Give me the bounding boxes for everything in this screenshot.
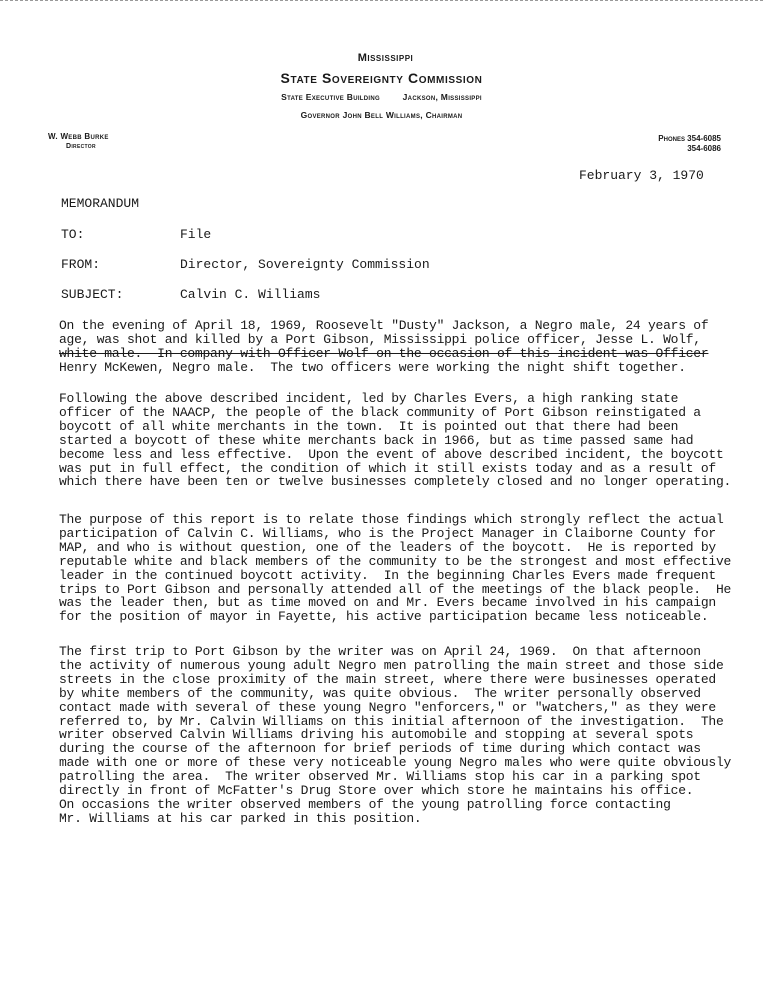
paragraph-line-struck: white male. In company with Officer Wolf on the occasion of this incident was Officer [59,345,709,361]
paragraph-line: boycott of all white merchants in the town. It is pointed out that there had been [59,418,679,434]
letterhead-building: State Executive Building [281,92,380,102]
director-name: W. Webb Burke [48,132,109,141]
paragraph-line: writer observed Calvin Williams driving his automobile and stopping at several spots [59,727,694,743]
paragraph-line: On the evening of April 18, 1969, Roosevelt "Dusty" Jackson, a Negro male, 24 years of [59,318,709,333]
phone-secondary: 354-6086 [687,144,721,153]
paragraph-line: The first trip to Port Gibson by the writer was on April 24, 1969. On that afternoon [59,644,701,659]
memo-date: February 3, 1970 [579,168,704,183]
letterhead-city: Jackson, Mississippi [402,92,482,102]
phone-primary: Phones 354-6085 [658,134,721,143]
paragraph-line: was the leader then, but as time moved on and Mr. Evers became involved in his campaign [59,595,716,611]
paragraph-line: age, was shot and killed by a Port Gibson, Mississippi police officer, Jesse L. Wolf, [59,331,701,347]
subject-value: Calvin C. Williams [180,287,321,302]
paragraph-line: reputable white and black members of the community to be the strongest and most effective [59,553,732,569]
phones-block [658,134,721,154]
memo-title: MEMORANDUM [61,196,140,211]
subject-label: SUBJECT: [61,287,124,302]
paragraph-line: become less and less effective. Upon the event of above described incident, the boycott [59,446,724,462]
paragraph-line: for the position of mayor in Fayette, his active participation became less noticeable. [59,609,709,625]
letterhead-chairman: Governor John Bell Williams, Chairman [300,110,463,120]
paragraph-line: patrolling the area. The writer observed Mr. Williams stop his car in a parking spot [59,769,701,785]
paragraph-1 [59,319,739,375]
paragraph-2 [59,392,739,489]
scan-edge [0,0,763,3]
to-label: TO: [61,227,85,242]
paragraph-line: trips to Port Gibson and personally attended all of the meetings of the black people. He [59,581,732,597]
letterhead [0,52,763,120]
letterhead-state: Mississippi [357,52,414,64]
from-label: FROM: [61,257,101,272]
paragraph-line: participation of Calvin C. Williams, who is the Project Manager in Claiborne County for [59,525,716,541]
paragraph-line: streets in the close proximity of the main street, where there were businesses operated [59,671,716,687]
paragraph-line: leader in the continued boycott activity. In the beginning Charles Evers made frequent [59,567,716,583]
paragraph-line: during the course of the afternoon for brief periods of time during which contact was [59,741,701,757]
paragraph-line: The purpose of this report is to relate those findings which strongly reflect the actual [59,512,724,527]
letterhead-agency: State Sovereignty Commission [280,70,483,86]
from-value: Director, Sovereignty Commission [180,257,430,272]
paragraph-3 [59,513,739,624]
paragraph-line: Mr. Williams at his car parked in this position. [59,810,422,826]
paragraph-line: made with one or more of these very noticeable young Negro males who were quite obviously [59,755,732,771]
paragraph-line: was put in full effect, the condition of which it still exists today and as a result of [59,460,716,476]
paragraph-line: Following the above described incident, led by Charles Evers, a high ranking state [59,391,679,406]
to-value: File [180,227,212,242]
paragraph-line: by white members of the community, was quite obvious. The writer personally observed [59,685,701,701]
paragraph-line: officer of the NAACP, the people of the black community of Port Gibson reinstigated a [59,404,701,420]
paragraph-line: the activity of numerous young adult Negro men patrolling the main street and those side [59,657,724,673]
paragraph-line: referred to, by Mr. Calvin Williams on this initial afternoon of the investigation. The [59,713,724,729]
paragraph-line: contact made with several of these young Negro "enforcers," or "watchers," as they were [59,699,716,715]
paragraph-line: which there have been ten or twelve businesses completely closed and no longer operating. [59,474,732,490]
paragraph-line: Henry McKewen, Negro male. The two officers were working the night shift together. [59,359,686,375]
director-title: Director [66,143,96,150]
letterhead-address [0,92,763,102]
paragraph-line: started a boycott of these white merchants back in 1966, but as time passed same had [59,432,694,448]
paragraph-line: MAP, and who is without question, one of the leaders of the boycott. He is reported by [59,539,716,555]
paragraph-line: On occasions the writer observed members of the young patrolling force contacting [59,796,671,812]
paragraph-line: directly in front of McFatter's Drug Store over which store he maintains his office. [59,783,694,799]
director-block [48,132,109,152]
paragraph-4 [59,645,739,826]
